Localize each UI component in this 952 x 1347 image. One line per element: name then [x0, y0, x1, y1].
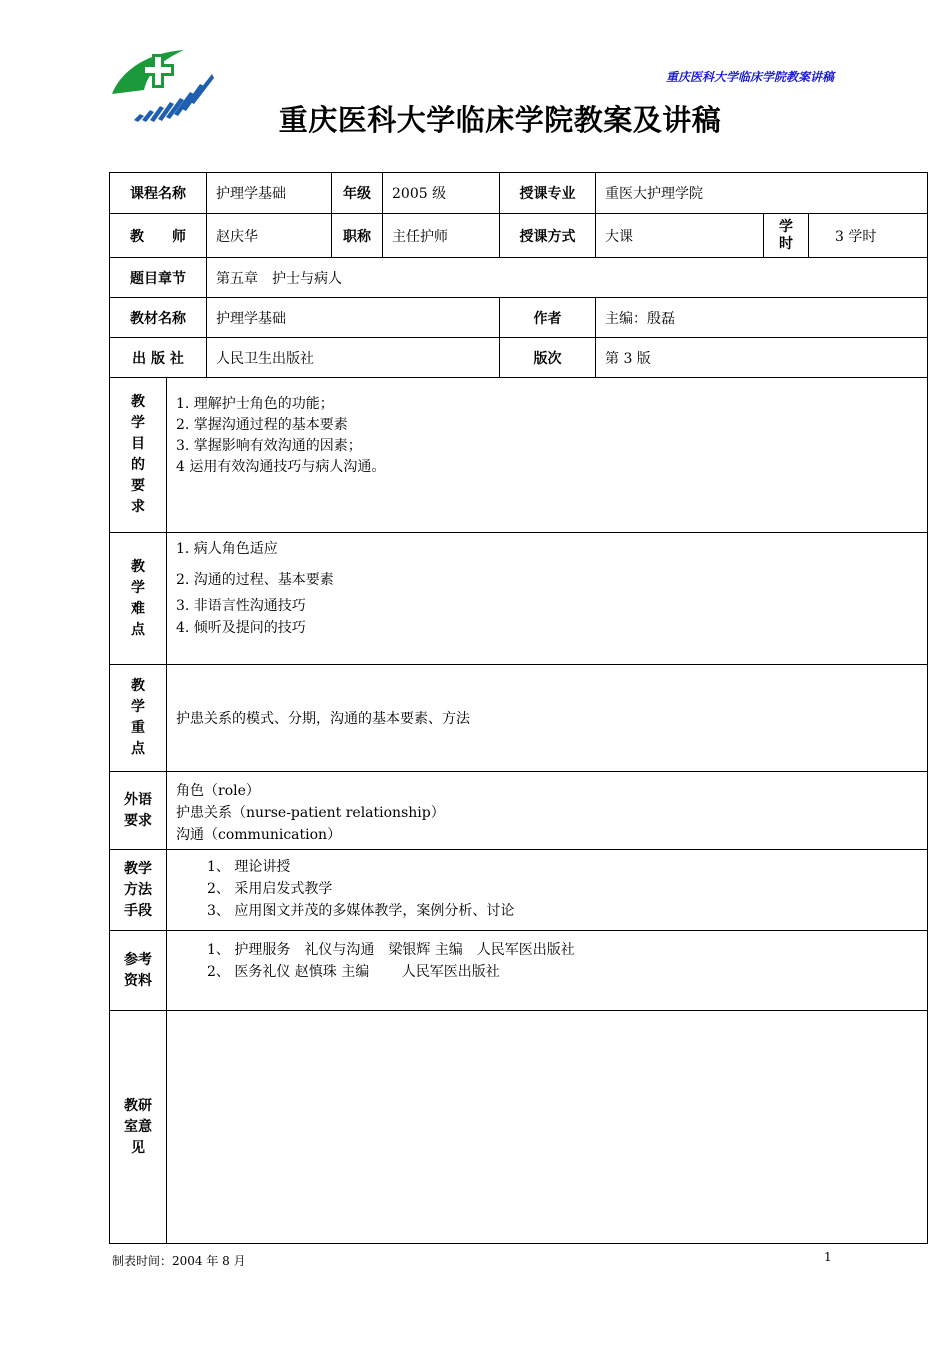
rank-label: 职称 — [332, 214, 383, 258]
key-points-label: 教 学 重 点 — [110, 665, 167, 772]
textbook-value: 护理学基础 — [207, 298, 500, 338]
header-tagline: 重庆医科大学临床学院教案讲稿 — [665, 70, 834, 84]
method-item: 3、 应用图文并茂的多媒体教学，案例分析、讨论 — [207, 903, 515, 919]
foreign-terms-content — [167, 772, 928, 850]
page-number: 1 — [824, 1250, 832, 1264]
author-value: 主编：殷磊 — [596, 298, 928, 338]
major-label: 授课专业 — [500, 173, 596, 214]
major-value: 重医大护理学院 — [596, 173, 928, 214]
objective-item: 3. 掌握影响有效沟通的因素； — [176, 438, 362, 454]
hours-label: 学时 — [764, 214, 809, 258]
objectives-content — [167, 378, 928, 533]
row-foreign-terms — [110, 772, 928, 850]
edition-value: 第 3 版 — [596, 338, 928, 378]
objectives-label: 教 学 目 的 要 求 — [110, 378, 167, 533]
row-publisher — [110, 338, 928, 378]
foreign-term-item: 沟通（communication） — [176, 827, 342, 843]
course-label: 课程名称 — [110, 173, 207, 214]
foreign-terms-label: 外语 要求 — [110, 772, 167, 850]
course-value: 护理学基础 — [207, 173, 332, 214]
method-item: 2、 采用启发式教学 — [207, 881, 333, 897]
footer-date: 制表时间：2004 年 8 月 — [112, 1254, 246, 1268]
rank-value: 主任护师 — [383, 214, 500, 258]
difficulties-label: 教 学 难 点 — [110, 533, 167, 665]
methods-content — [167, 850, 928, 931]
method-item: 1、 理论讲授 — [207, 859, 291, 875]
row-teacher — [110, 214, 928, 258]
edition-label: 版次 — [500, 338, 596, 378]
mode-value: 大课 — [596, 214, 764, 258]
key-points-content: 护患关系的模式、分期，沟通的基本要素、方法 — [167, 665, 928, 772]
difficulty-item: 1. 病人角色适应 — [176, 541, 278, 557]
row-review — [110, 1011, 928, 1244]
reference-item: 1、 护理服务 礼仪与沟通 梁银辉 主编 人民军医出版社 — [207, 942, 575, 958]
teacher-label: 教 师 — [110, 214, 207, 258]
reference-item: 2、 医务礼仪 赵慎珠 主编 人民军医出版社 — [207, 964, 500, 980]
methods-label: 教学 方法 手段 — [110, 850, 167, 931]
row-objectives — [110, 378, 928, 533]
objective-item: 4 运用有效沟通技巧与病人沟通。 — [176, 459, 386, 475]
references-label: 参考 资料 — [110, 931, 167, 1011]
difficulty-item: 2. 沟通的过程、基本要素 — [176, 572, 334, 588]
row-key-points — [110, 665, 928, 772]
hours-value: 3 学时 — [809, 214, 928, 258]
foreign-term-item: 护患关系（nurse-patient relationship） — [176, 805, 445, 821]
chapter-value: 第五章 护士与病人 — [207, 258, 928, 298]
publisher-value: 人民卫生出版社 — [207, 338, 500, 378]
author-label: 作者 — [500, 298, 596, 338]
review-content — [167, 1011, 928, 1244]
textbook-label: 教材名称 — [110, 298, 207, 338]
references-content — [167, 931, 928, 1011]
objective-item: 2. 掌握沟通过程的基本要素 — [176, 417, 348, 433]
row-course — [110, 173, 928, 214]
document-title: 重庆医科大学临床学院教案及讲稿 — [278, 103, 722, 137]
foreign-term-item: 角色（role） — [176, 783, 260, 799]
mode-label: 授课方式 — [500, 214, 596, 258]
grade-label: 年级 — [332, 173, 383, 214]
difficulties-content — [167, 533, 928, 665]
row-chapter — [110, 258, 928, 298]
chapter-label: 题目章节 — [110, 258, 207, 298]
teacher-value: 赵庆华 — [207, 214, 332, 258]
lesson-plan-table — [109, 172, 928, 1244]
row-methods — [110, 850, 928, 931]
publisher-label: 出 版 社 — [110, 338, 207, 378]
row-difficulties — [110, 533, 928, 665]
difficulty-item: 3. 非语言性沟通技巧 — [176, 598, 306, 614]
review-label: 教研 室意 见 — [110, 1011, 167, 1244]
objective-item: 1. 理解护士角色的功能； — [176, 396, 334, 412]
row-textbook — [110, 298, 928, 338]
row-references — [110, 931, 928, 1011]
difficulty-item: 4. 倾听及提问的技巧 — [176, 620, 306, 636]
grade-value: 2005 级 — [383, 173, 500, 214]
